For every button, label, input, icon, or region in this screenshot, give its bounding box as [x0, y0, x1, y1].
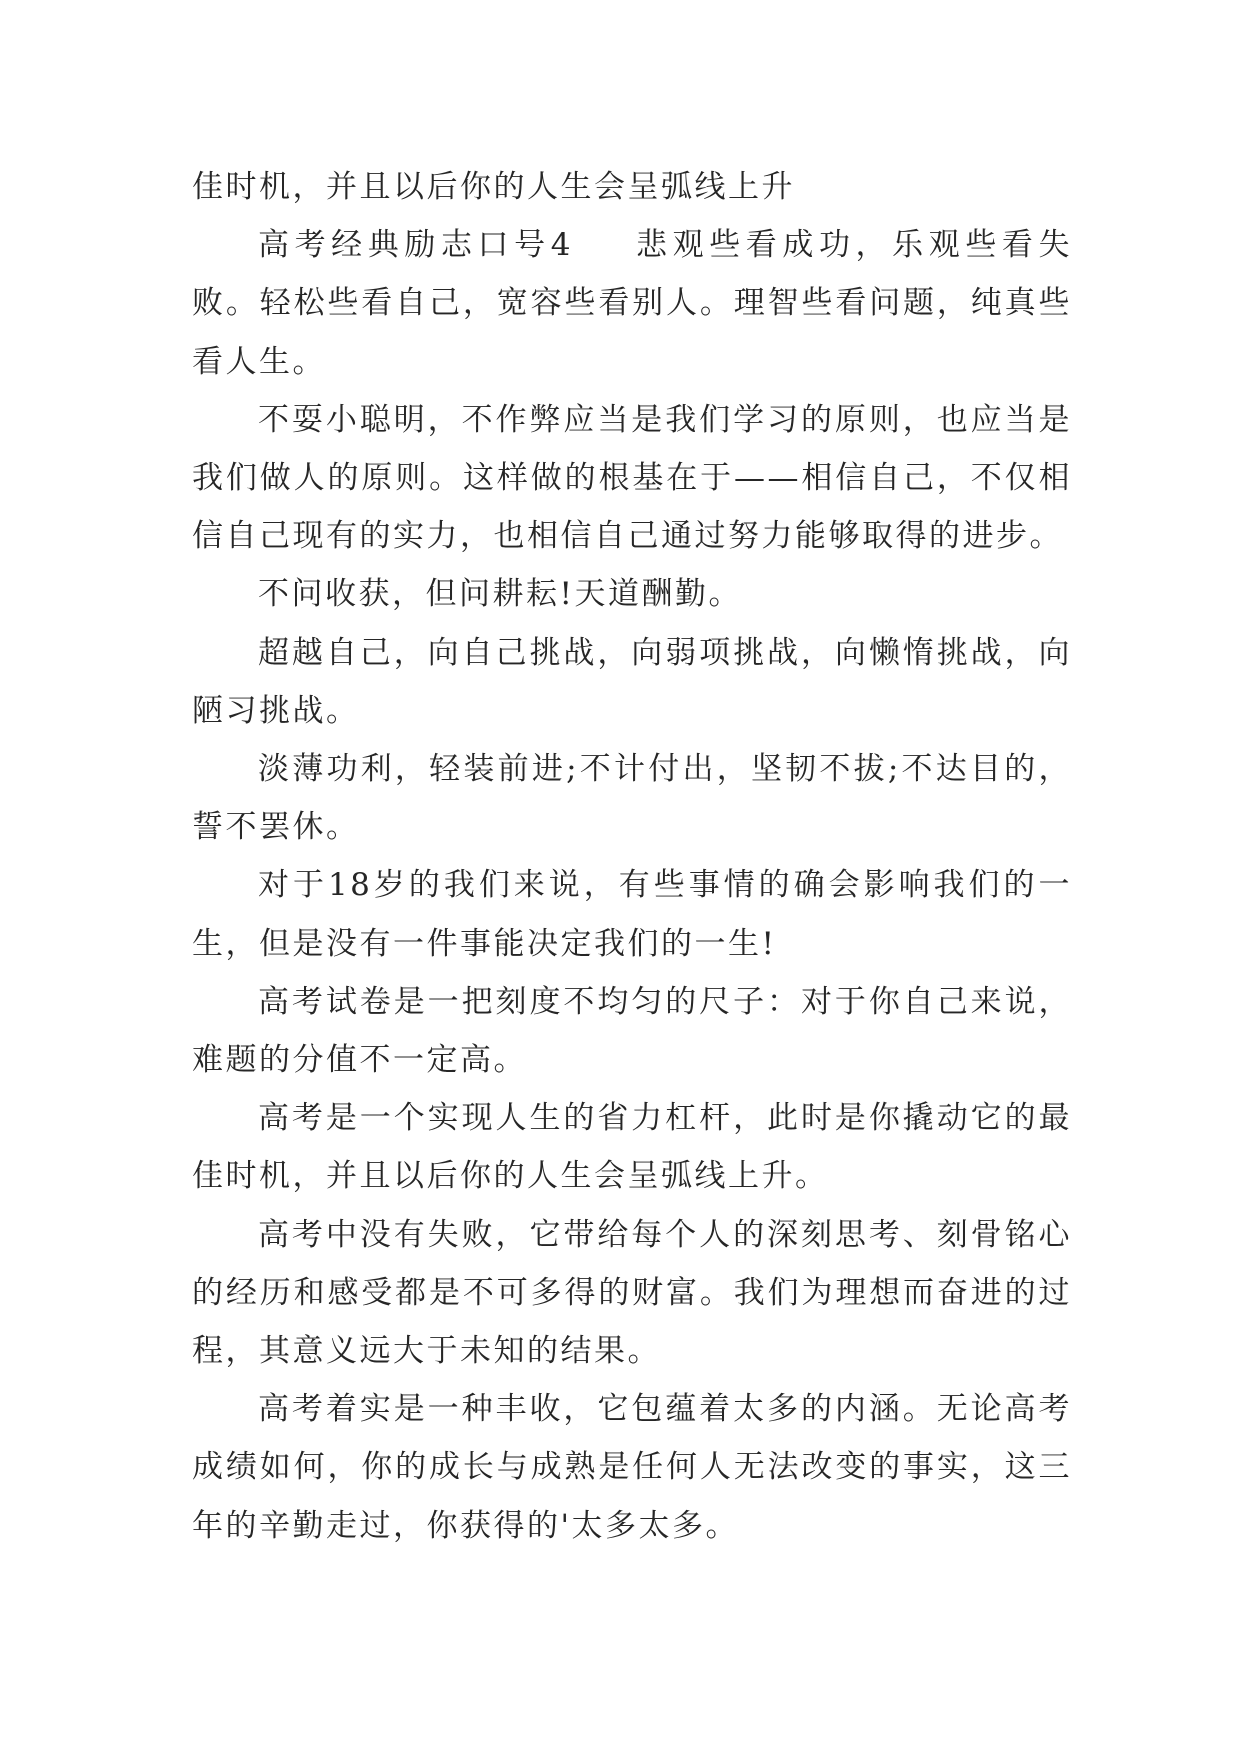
paragraph-text: 高考是一个实现人生的省力杠杆，此时是你撬动它的最佳时机，并且以后你的人生会呈弧线上升。: [192, 1100, 1072, 1195]
paragraph-text: 不耍小聪明，不作弊应当是我们学习的原则，也应当是我们做人的原则。这样做的根基在于——相信自己，不仅相信自己现有的实力，也相信自己通过努力能够取得的进步。: [192, 401, 1072, 555]
paragraph-slogan-heading: [192, 216, 1072, 391]
paragraph: [192, 740, 1072, 856]
paragraph: [192, 1380, 1072, 1555]
document-body: [192, 158, 1072, 1555]
paragraph: [192, 391, 1072, 566]
paragraph-text: 超越自己，向自己挑战，向弱项挑战，向懒惰挑战，向陋习挑战。: [192, 634, 1072, 729]
paragraph-text: 对于18岁的我们来说，有些事情的确会影响我们的一生，但是没有一件事能决定我们的一生!: [192, 867, 1072, 962]
paragraph: [192, 624, 1072, 740]
section-heading: 高考经典励志口号4: [258, 227, 573, 264]
paragraph-text: 悲观些看成功，乐观些看失败。轻松些看自己，宽容些看别人。理智些看问题，纯真些看人生。: [192, 227, 1072, 380]
paragraph-text: 高考试卷是一把刻度不均匀的尺子：对于你自己来说，难题的分值不一定高。: [192, 983, 1072, 1079]
paragraph-continuation: [192, 158, 1072, 216]
paragraph: [192, 973, 1072, 1089]
paragraph-text: 高考着实是一种丰收，它包蕴着太多的内涵。无论高考成绩如何，你的成长与成熟是任何人无法改变的事实，这三年的辛勤走过，你获得的'太多太多。: [192, 1391, 1072, 1544]
paragraph-text: 淡薄功利，轻装前进;不计付出，坚韧不拔;不达目的，誓不罢休。: [192, 751, 1072, 846]
paragraph: [192, 856, 1072, 972]
paragraph-text: 不问收获，但问耕耘!天道酬勤。: [258, 576, 742, 613]
paragraph: [192, 1206, 1072, 1381]
paragraph-text: 佳时机，并且以后你的人生会呈弧线上升: [192, 169, 795, 205]
paragraph: [192, 1089, 1072, 1205]
paragraph: [192, 565, 1072, 623]
paragraph-text: 高考中没有失败，它带给每个人的深刻思考、刻骨铭心的经历和感受都是不可多得的财富。我们为理想而奋进的过程，其意义远大于未知的结果。: [192, 1216, 1072, 1370]
